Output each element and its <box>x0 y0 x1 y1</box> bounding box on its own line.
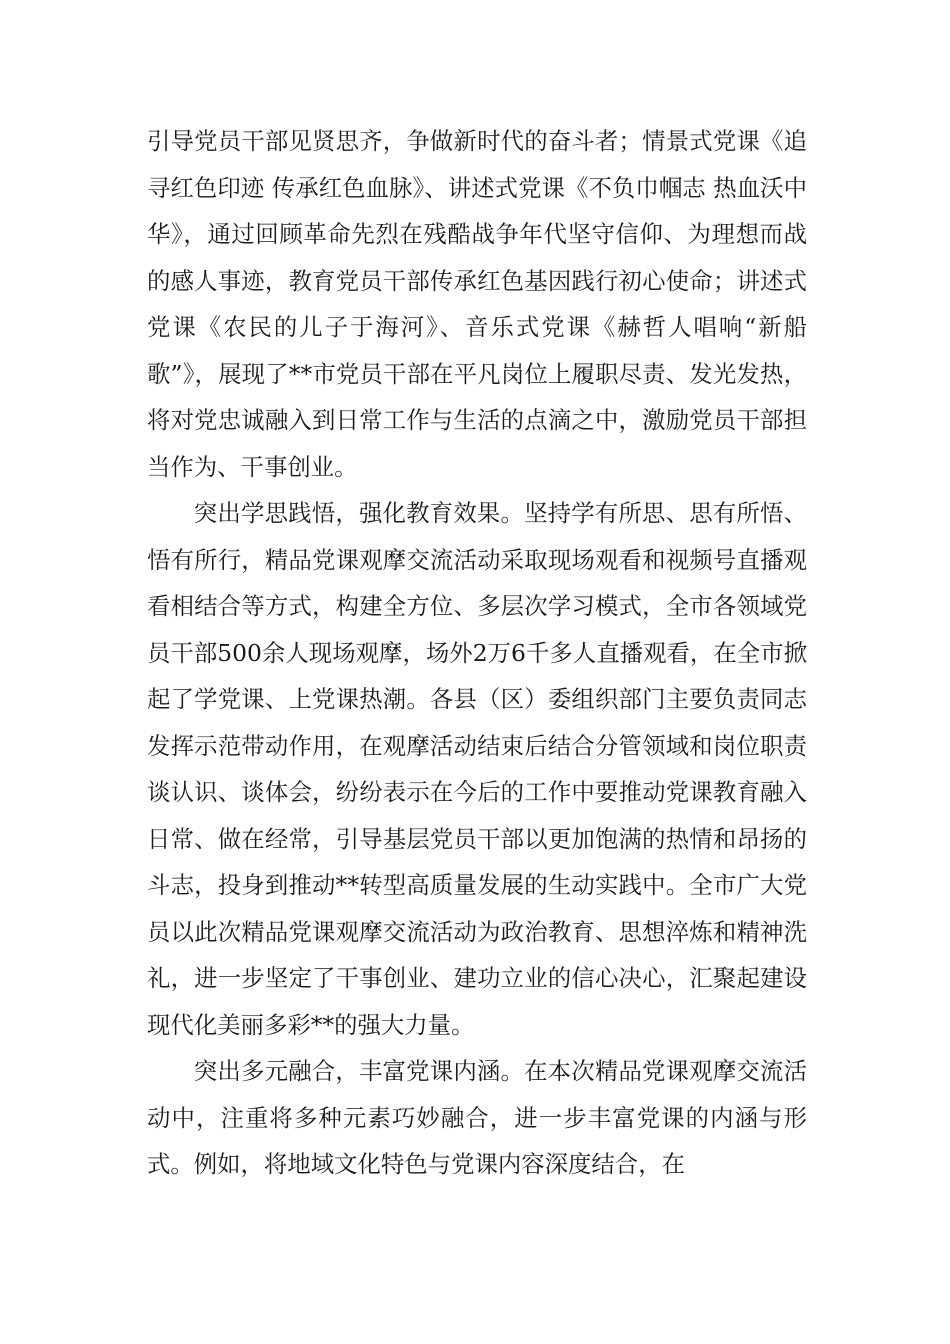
document-body <box>147 118 807 1188</box>
paragraph-3: 突出多元融合，丰富党课内涵。在本次精品党课观摩交流活动中，注重将多种元素巧妙融合，进一步丰富党课的内涵与形式。例如，将地域文化特色与党课内容深度结合，在 <box>147 1057 807 1178</box>
paragraph-1: 引导党员干部见贤思齐，争做新时代的奋斗者；情景式党课《追寻红色印迹 传承红色血脉》、讲述式党课《不负巾帼志 热血沃中华》，通过回顾革命先烈在残酷战争年代坚守信仰、为理想而战的感人事迹，教育党员干部传承红色基因践行初心使命；讲述式党课《农民的儿子于海河》、音乐式党课《赫哲人唱响“新船歌”》，展现了**市党员干部在平凡岗位上履职尽责、发光发热，将对党忠诚融入到日常工作与生活的点滴之中，激励党员干部担当作为、干事创业。 <box>147 127 807 481</box>
paragraph-2: 突出学思践悟，强化教育效果。坚持学有所思、思有所悟、悟有所行，精品党课观摩交流活动采取现场观看和视频号直播观看相结合等方式，构建全方位、多层次学习模式，全市各领域党员干部500余人现场观摩，场外2万6千多人直播观看，在全市掀起了学党课、上党课热潮。各县（区）委组织部门主要负责同志发挥示范带动作用，在观摩活动结束后结合分管领域和岗位职责谈认识、谈体会，纷纷表示在今后的工作中要推动党课教育融入日常、做在经常，引导基层党员干部以更加饱满的热情和昂扬的斗志，投身到推动**转型高质量发展的生动实践中。全市广大党员以此次精品党课观摩交流活动为政治教育、思想淬炼和精神洗礼，进一步坚定了干事创业、建功立业的信心决心，汇聚起建设现代化美丽多彩**的强大力量。 <box>147 499 807 1039</box>
